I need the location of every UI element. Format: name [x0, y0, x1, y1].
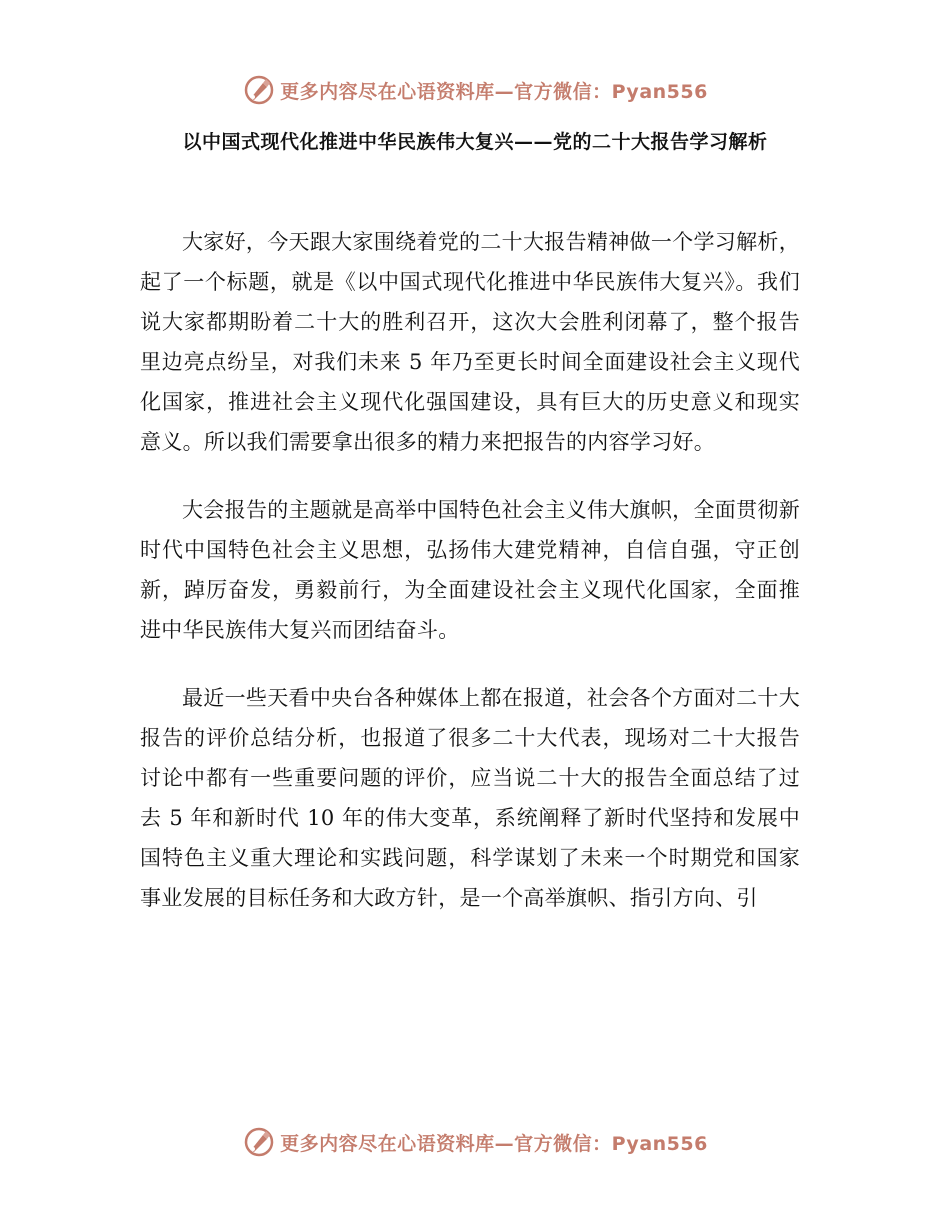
footer-banner [0, 1120, 950, 1164]
footer-banner-inner [242, 1125, 708, 1159]
paragraph: 最近一些天看中央台各种媒体上都在报道，社会各个方面对二十大报告的评价总结分析，也报道了很多二十大代表，现场对二十大报告讨论中都有一些重要问题的评价，应当说二十大的报告全面总结了过去 5 年和新时代 10 年的伟大变革，系统阐释了新时代坚持和发展中国特色主义重大理论和实践问题，科学谋划了未来一个时期党和国家事业发展的目标任务和大政方针，是一个高举旗帜、指引方向、引 [140, 686, 800, 910]
paragraph: 大会报告的主题就是高举中国特色社会主义伟大旗帜，全面贯彻新时代中国特色社会主义思想，弘扬伟大建党精神，自信自强，守正创新，踔厉奋发，勇毅前行，为全面建设社会主义现代化国家，全面推进中华民族伟大复兴而团结奋斗。 [140, 498, 800, 642]
paragraph: 大家好，今天跟大家围绕着党的二十大报告精神做一个学习解析，起了一个标题，就是《以中国式现代化推进中华民族伟大复兴》。我们说大家都期盼着二十大的胜利召开，这次大会胜利闭幕了，整个报告里边亮点纷呈，对我们未来 5 年乃至更长时间全面建设社会主义现代化国家，推进社会主义现代化强国建设，具有巨大的历史意义和现实意义。所以我们需要拿出很多的精力来把报告的内容学习好。 [140, 230, 800, 454]
header-banner [0, 68, 950, 112]
footer-banner-text: 更多内容尽在心语资料库—官方微信：Pyan556 [280, 1132, 708, 1155]
document-body [140, 222, 800, 946]
header-banner-inner [242, 73, 708, 107]
header-banner-text: 更多内容尽在心语资料库—官方微信：Pyan556 [280, 80, 708, 103]
document-title: 以中国式现代化推进中华民族伟大复兴——党的二十大报告学习解析 [182, 131, 768, 153]
pen-nib-icon [242, 1125, 276, 1159]
pen-nib-icon [242, 73, 276, 107]
